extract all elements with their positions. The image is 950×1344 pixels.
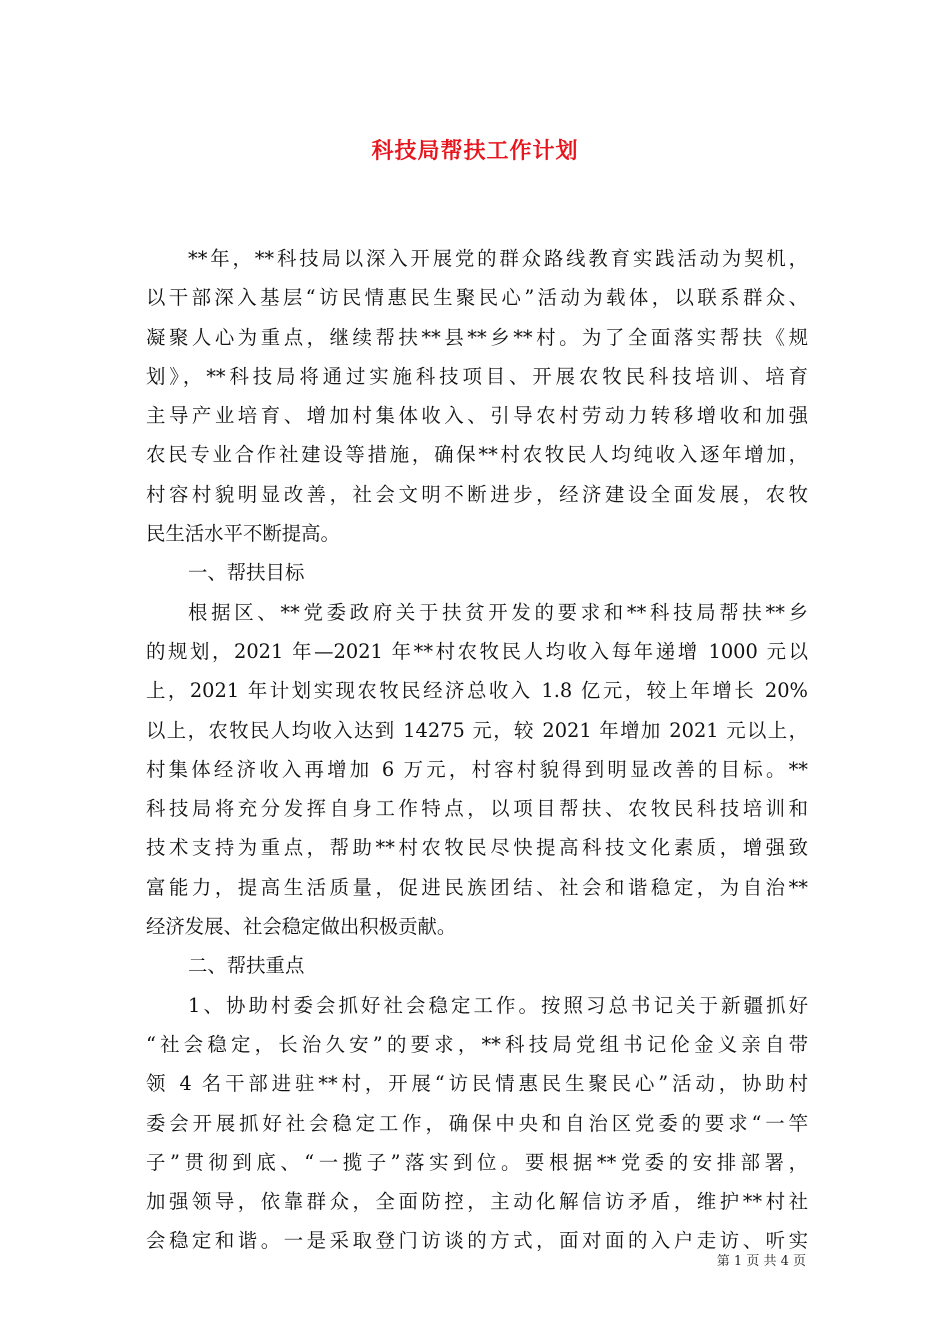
paragraph-line: 凝聚人心为重点，继续帮扶**县**乡**村。为了全面落实帮扶《规 xyxy=(146,325,808,349)
paragraph-line: 划》，**科技局将通过实施科技项目、开展农牧民科技培训、培育 xyxy=(146,364,808,388)
paragraph-line: 科技局将充分发挥自身工作特点，以项目帮扶、农牧民科技培训和 xyxy=(146,797,808,821)
paragraph-line: 以上，农牧民人均收入达到 14275 元，较 2021 年增加 2021 元以上， xyxy=(146,718,808,742)
paragraph-line: 村集体经济收入再增加 6 万元，村容村貌得到明显改善的目标。** xyxy=(146,757,808,781)
paragraph-line: 1、协助村委会抓好社会稳定工作。按照习总书记关于新疆抓好 xyxy=(188,993,808,1017)
paragraph-line: 农民专业合作社建设等措施，确保**村农牧民人均纯收入逐年增加， xyxy=(146,443,808,467)
page-number-footer: 第 1 页 共 4 页 xyxy=(716,1254,806,1269)
paragraph-line: 加强领导，依靠群众，全面防控，主动化解信访矛盾，维护**村社 xyxy=(146,1190,808,1214)
paragraph-line: 子”贯彻到底、“一揽子”落实到位。要根据**党委的安排部署， xyxy=(146,1150,808,1174)
paragraph-line: 领 4 名干部进驻**村，开展“访民情惠民生聚民心”活动，协助村 xyxy=(146,1072,808,1096)
paragraph-line: 村容村貌明显改善，社会文明不断进步，经济建设全面发展，农牧 xyxy=(146,482,808,506)
document-title: 科技局帮扶工作计划 xyxy=(371,138,579,164)
paragraph-line: 经济发展、社会稳定做出积极贡献。 xyxy=(146,915,457,939)
document-body xyxy=(146,239,808,1261)
paragraph-line: 民生活水平不断提高。 xyxy=(146,522,340,546)
section-heading: 一、帮扶目标 xyxy=(188,561,305,585)
paragraph-line: 委会开展抓好社会稳定工作，确保中央和自治区党委的要求“一竿 xyxy=(146,1111,808,1135)
paragraph-line: 会稳定和谐。一是采取登门访谈的方式，面对面的入户走访、听实 xyxy=(146,1229,808,1253)
paragraph-line: 根据区、**党委政府关于扶贫开发的要求和**科技局帮扶**乡 xyxy=(188,600,808,624)
paragraph-line: **年，**科技局以深入开展党的群众路线教育实践活动为契机， xyxy=(188,247,808,270)
paragraph-line: 的规划，2021 年—2021 年**村农牧民人均收入每年递增 1000 元以 xyxy=(146,639,808,663)
paragraph-line: 上，2021 年计划实现农牧民经济总收入 1.8 亿元，较上年增长 20% xyxy=(146,679,808,703)
paragraph-line: 以干部深入基层“访民情惠民生聚民心”活动为载体，以联系群众、 xyxy=(146,286,808,310)
paragraph-line: 富能力，提高生活质量，促进民族团结、社会和谐稳定，为自治** xyxy=(146,875,808,899)
section-heading: 二、帮扶重点 xyxy=(188,954,305,978)
paragraph-line: “社会稳定，长治久安”的要求，**科技局党组书记伦金义亲自带 xyxy=(146,1032,808,1056)
paragraph-line: 主导产业培育、增加村集体收入、引导农村劳动力转移增收和加强 xyxy=(146,404,808,428)
paragraph-line: 技术支持为重点，帮助**村农牧民尽快提高科技文化素质，增强致 xyxy=(146,836,808,860)
